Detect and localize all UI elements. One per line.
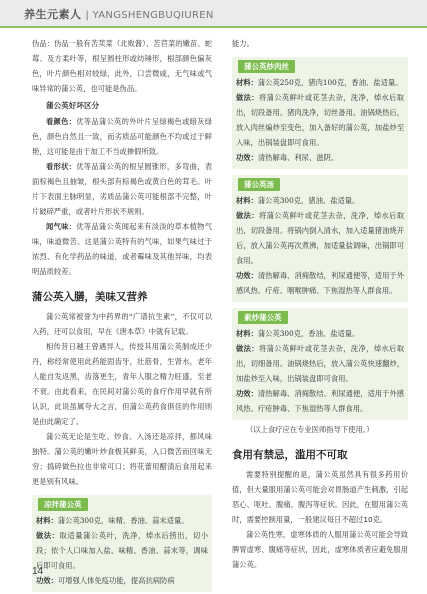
recipe-materials: 材料：蒲公英300克，猪油、盐适量。 [236,196,360,205]
recipe-materials: 材料：蒲公英250克，猪肉100克，香油、盐适量。 [236,78,403,87]
recipe-box [32,495,212,592]
recipe-title: 凉拌蒲公英 [38,498,88,511]
identify-color: 看颜色：优等品蒲公英的外叶片呈绿褐色或暗灰绿色，颜色自然且一致，而劣质品可能颜色不均或过于鲜艳，这可能是由于加工不当或掺假所致。 [32,117,213,156]
recipe-effect: 功效：可增强人体免疫功能，提高抗病防病 [36,576,175,585]
body-paragraph: 需要特别提醒的是，蒲公英虽然具有很多药用价值，但大量服用蒲公英可能会对胃肠道产生刺激，引起恶心、呕吐、腹痛、腹泻等症状。因此，在服用蒲公英时，需要控制用量，一般建议每日不超过10克。 [232,470,408,524]
magazine-subtitle: YANGSHENGBUQIUREN [92,10,214,21]
recipe-method: 做法：取适量蒲公英叶，洗净，焯水后捞出，切小段；依个人口味加入盐、味精、香油、蒜末等，调味后即可食用。 [36,531,209,570]
section-heading-diet: 蒲公英入膳，美味又营养 [32,291,148,303]
body-paragraph: 蒲公英性寒，虚寒体质的人服用蒲公英可能会导致脾胃虚寒、腹痛等症状，因此，虚寒体质者应避免服用蒲公英。 [232,530,408,569]
magazine-title: 养生元素人 | YANGSHENGBUQIUREN [24,8,214,21]
recipe-title: 蒲公英汤 [238,178,280,191]
recipe-box [232,175,408,302]
right-column [232,36,408,572]
body-paragraph: 相传昔日越王曾遇异人，传授其用蒲公英制成还少丹，称经常使用此药能固齿牙，壮筋骨，生肾水，老年人能自发返黑，齿落更生，青年人服之精力旺盛，至老不衰。由此看来，在民间对蒲公英的食疗作用早就有所认识，此说虽属夸大之言，但蒲公英药食俱佳的作用则是由此确定了。 [32,342,212,426]
identify-smell: 闻气味：优等品蒲公英闻起来有淡淡的草本植物气味，味道微苦。这是蒲公英特有的气味，如果气味过于浓烈、有化学药品的味道，或者霉味及其他异味，均表明品质较差。 [32,222,213,276]
recipe-box [232,57,408,169]
recipe-effect: 功效：清热解毒、利尿、滋阴。 [236,153,339,162]
identify-subheading: 蒲公英好坏区分 [46,101,100,110]
recipe-method: 做法：将蒲公英鲜叶或花茎去杂，洗净，焯水后取出，切段备用。猪肉洗净，切丝备用。油锅烧热后，放入肉丝煸炒至变色，加入备好的蒲公英，加盐炒至入味，出锅装盘即可食用。 [236,93,405,147]
recipe-effect: 功效：清热解毒、消痈散结，利尿通便等，适用于外感风热、疔疮、咽喉肿痛、下焦湿热等人群食用。 [236,271,405,295]
recipe-method: 做法：将蒲公英鲜叶或花茎去杂，洗净，焯水后取出，切段备用。将锅内倒入清水，加入适量猪油烧开后，放入蒲公英再次煮沸，加适量盐调味，出锅即可食用。 [236,211,405,265]
fake-product-paragraph: 伪品：伪品一般有苦荬菜（北败酱）、苦苣菜的嫩苗、蛇莓、及方柔叶等，根呈圆柱形或纺锤形，根部颜色偏灰色，叶片颜色相对较绿，此外，口尝微咸，无气味或气味异常的蒲公英，也可能是伪品。 [32,39,212,93]
recipe-box [232,308,408,420]
left-column [32,36,212,594]
recipe-method: 做法：将蒲公英鲜叶或花茎去杂，洗净，焯水后取出，切细备用。油锅烧热后，放入蒲公英快速翻炒，加盐炒至入味，出锅装盘即可食用。 [236,344,405,383]
page-header [0,0,427,30]
magazine-name: 养生元素人 [24,8,82,21]
carry-over-text: 能力。 [232,39,254,48]
recipe-materials: 材料：蒲公英300克，味精、香油、蒜末适量。 [36,516,189,525]
recipe-title: 素炒蒲公英 [238,311,288,324]
page-number: 14 [32,566,44,577]
body-paragraph: 蒲公英常被誉为中药界的“广谱抗生素”，不仅可以入药，还可以食用，早在《唐本草》中就有记载。 [32,312,212,336]
recipe-title: 蒲公英炒肉丝 [238,60,295,73]
identify-shape: 看形状：优等品蒲公英的根呈圆锥形，多弯曲，表面棕褐色且抽皱，根头部有棕褐色或黄白色的茸毛。叶片下表面主脉明显，劣质品蒲公英可能根部不完整，叶片破碎严重，或者叶片形状不规则。 [32,162,213,216]
section-heading-caution: 食用有禁忌，滥用不可取 [232,449,348,461]
recipe-effect: 功效：清热解毒、消痈散结、利尿通便，适用于外感风热、疔疮肿毒、下焦湿热等人群食用。 [236,389,405,413]
body-paragraph: 蒲公英无论是生吃、炒食、入汤还是凉拌，都风味独特。蒲公英的嫩叶炒食极其鲜美，入口微苦而回味无穷；捣碎做色拉也非常可口；将花蕾用醋渍后食用起来更是别有风味。 [32,432,212,486]
recipe-materials: 材料：蒲公英300克，香油、盐适量。 [236,329,360,338]
usage-note: （以上食疗应在专业医师指导下使用。） [246,425,374,434]
